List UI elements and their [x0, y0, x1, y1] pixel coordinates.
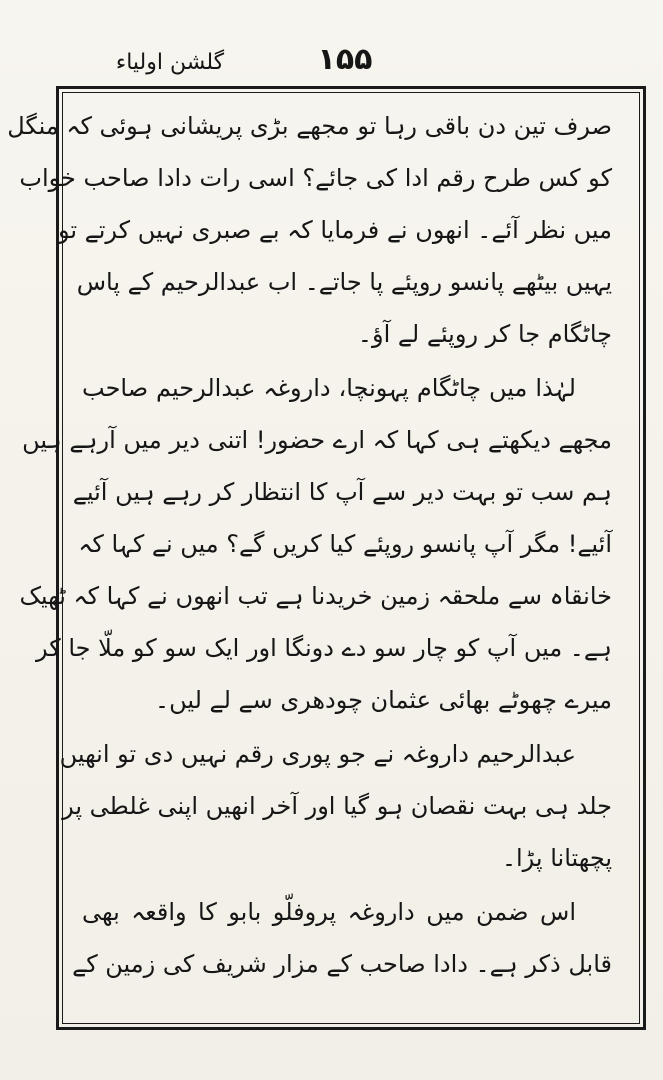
text-line: ہے۔ میں آپ کو چار سو دے دونگا اور ایک سو کو ملّا جا کر	[36, 634, 612, 662]
running-title: گلشن اولیاء	[115, 50, 225, 75]
text-line: جلد ہی بہت نقصان ہو گیا اور آخر انھیں اپنی غلطی پر	[62, 792, 612, 820]
text-line: چاٹگام جا کر روپئے لے آؤ۔	[357, 320, 612, 348]
text-line: میرے چھوٹے بھائی عثمان چودھری سے لے لیں۔	[155, 686, 612, 714]
text-line: قابل ذکر ہے۔ دادا صاحب کے مزار شریف کی زمین کے	[72, 950, 612, 978]
page-header	[0, 0, 663, 80]
text-line: خانقاہ سے ملحقہ زمین خریدنا ہے تب انھوں نے کہا کہ ٹھیک	[19, 582, 612, 610]
text-line: عبدالرحیم داروغہ نے جو پوری رقم نہیں دی تو انھیں	[59, 740, 576, 768]
text-line: صرف تین دن باقی رہا تو مجھے بڑی پریشانی ہوئی کہ منگل	[7, 112, 612, 140]
text-line: پچھتانا پڑا۔	[501, 844, 612, 872]
text-line: میں نظر آئے۔ انھوں نے فرمایا کہ بے صبری نہیں کرتے تو	[57, 216, 612, 244]
body-text	[7, 106, 612, 1006]
text-line: ہم سب تو بہت دیر سے آپ کا انتظار کر رہے ہیں آئیے	[72, 478, 612, 506]
text-line: اس ضمن میں داروغہ پروفلّو بابو کا واقعہ بھی	[82, 898, 576, 926]
text-line: یہیں بیٹھے پانسو روپئے پا جاتے۔ اب عبدالرحیم کے پاس	[76, 268, 612, 296]
text-line: مجھے دیکھتے ہی کہا کہ ارے حضور! اتنی دیر میں آرہے ہیں	[22, 426, 612, 454]
page-number: ۱۵۵	[317, 42, 373, 77]
text-line: کو کس طرح رقم ادا کی جائے؟ اسی رات دادا صاحب خواب	[19, 164, 612, 192]
text-line: لہٰذا میں چاٹگام پہونچا، داروغہ عبدالرحیم صاحب	[82, 374, 576, 402]
text-line: آئیے! مگر آپ پانسو روپئے کیا کریں گے؟ میں نے کہا کہ	[78, 530, 612, 558]
